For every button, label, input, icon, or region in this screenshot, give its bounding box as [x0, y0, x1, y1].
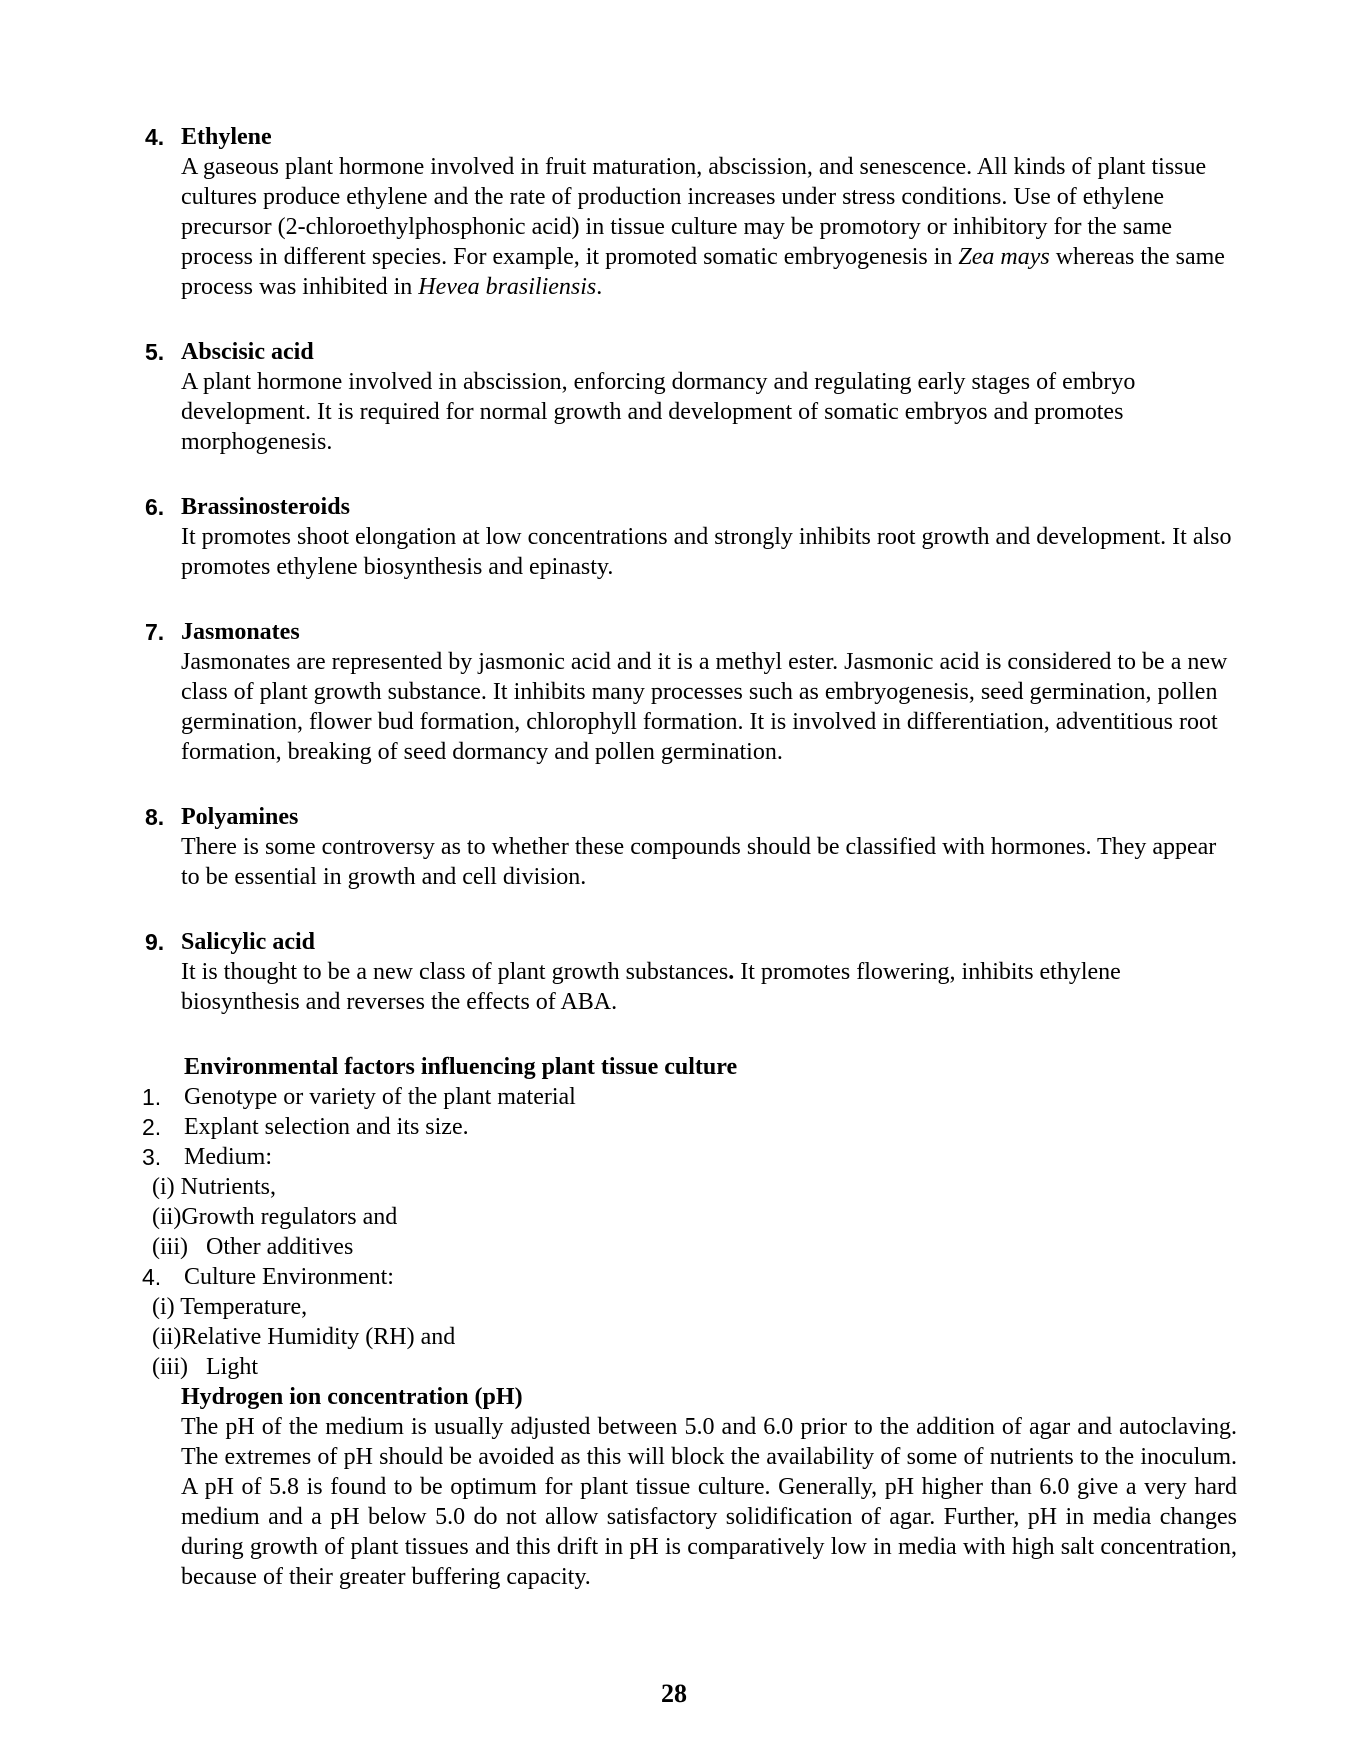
section-ethylene [145, 122, 1237, 302]
section-number: 7. [145, 619, 165, 645]
section-heading [145, 122, 1237, 152]
section-title: Ethylene [181, 124, 272, 150]
section-jasmonates [145, 617, 1237, 767]
ph-heading: Hydrogen ion concentration (pH) [181, 1384, 523, 1410]
list-marker: 1. [142, 1084, 162, 1110]
section-polyamines [145, 802, 1237, 892]
section-abscisic-acid [145, 337, 1237, 457]
section-paragraph: Jasmonates are represented by jasmonic acid and it is a methyl ester. Jasmonic acid is considered to be a new class of plant growth substance. It inhibits many processes such as embryogenesis, seed germination, pollen germination, flower bud formation, chlorophyll formation. It is involved in differentiation, adventitious root formation, breaking of seed dormancy and pollen germination. [181, 649, 1228, 765]
sub-list-item: (i) Temperature, [152, 1294, 308, 1320]
section-title: Brassinosteroids [181, 494, 350, 520]
section-paragraph: A gaseous plant hormone involved in fruit maturation, abscission, and senescence. All kinds of plant tissue cultures produce ethylene and the rate of production increases under stress conditions. Use of ethylene precursor (2-chloroethylphosphonic acid) in tissue culture may be promotory or inhibitory for the same process in different species. For example, it promoted somatic embryogenesis in Zea mays whereas the same process was inhibited in Hevea brasiliensis. [181, 154, 1225, 300]
section-ph [145, 1382, 1237, 1592]
section-number: 6. [145, 494, 165, 520]
list-marker: 3. [142, 1144, 162, 1170]
list-item [142, 1082, 1237, 1112]
section-number: 5. [145, 339, 165, 365]
section-title: Abscisic acid [181, 339, 314, 365]
section-paragraph: There is some controversy as to whether these compounds should be classified with hormones. They appear to be essential in growth and cell division. [181, 834, 1217, 890]
section-environmental-factors [142, 1052, 1237, 1382]
list-item-text: Medium: [184, 1144, 272, 1170]
section-number: 9. [145, 929, 165, 955]
list-item-text: Genotype or variety of the plant material [184, 1084, 576, 1110]
list-item-text: Culture Environment: [184, 1264, 394, 1290]
ph-paragraph: The pH of the medium is usually adjusted between 5.0 and 6.0 prior to the addition of agar and autoclaving. The extremes of pH should be avoided as this will block the availability of some of nutrients to the inoculum. A pH of 5.8 is found to be optimum for plant tissue culture. Generally, pH higher than 6.0 give a very hard medium and a pH below 5.0 do not allow satisfactory solidification of agar. Further, pH in media changes during growth of plant tissues and this drift in pH is comparatively low in media with high salt concentration, because of their greater buffering capacity. [181, 1414, 1237, 1590]
page-number: 28 [661, 1679, 687, 1708]
section-paragraph: It promotes shoot elongation at low concentrations and strongly inhibits root growth and development. It also promotes ethylene biosynthesis and epinasty. [181, 524, 1232, 580]
section-title: Jasmonates [181, 619, 300, 645]
section-heading [145, 802, 1237, 832]
list-marker: 4. [142, 1264, 162, 1290]
section-salicylic-acid [145, 927, 1237, 1017]
page-content [142, 122, 1237, 1592]
section-heading [145, 927, 1237, 957]
sub-list-item: (iii) Light [152, 1354, 258, 1380]
section-paragraph: A plant hormone involved in abscission, enforcing dormancy and regulating early stages of embryo development. It is required for normal growth and development of somatic embryos and promotes morphogenesis. [181, 369, 1136, 455]
section-paragraph: It is thought to be a new class of plant growth substances. It promotes flowering, inhibits ethylene biosynthesis and reverses the effects of ABA. [181, 959, 1121, 1015]
environmental-factors-heading: Environmental factors influencing plant tissue culture [184, 1054, 738, 1080]
section-heading [145, 492, 1237, 522]
list-item [142, 1262, 1237, 1292]
section-title: Polyamines [181, 804, 299, 830]
section-heading [145, 337, 1237, 367]
list-marker: 2. [142, 1114, 162, 1140]
sub-list-item: (ii)Growth regulators and [152, 1204, 398, 1230]
list-item [142, 1142, 1237, 1172]
sub-list-item: (ii)Relative Humidity (RH) and [152, 1324, 456, 1350]
section-brassinosteroids [145, 492, 1237, 582]
sub-list-item: (i) Nutrients, [152, 1174, 276, 1200]
section-heading [145, 617, 1237, 647]
section-number: 8. [145, 804, 165, 830]
section-title: Salicylic acid [181, 929, 315, 955]
list-item-text: Explant selection and its size. [184, 1114, 469, 1140]
sub-list-item: (iii) Other additives [152, 1234, 354, 1260]
list-item [142, 1112, 1237, 1142]
section-number: 4. [145, 124, 165, 150]
